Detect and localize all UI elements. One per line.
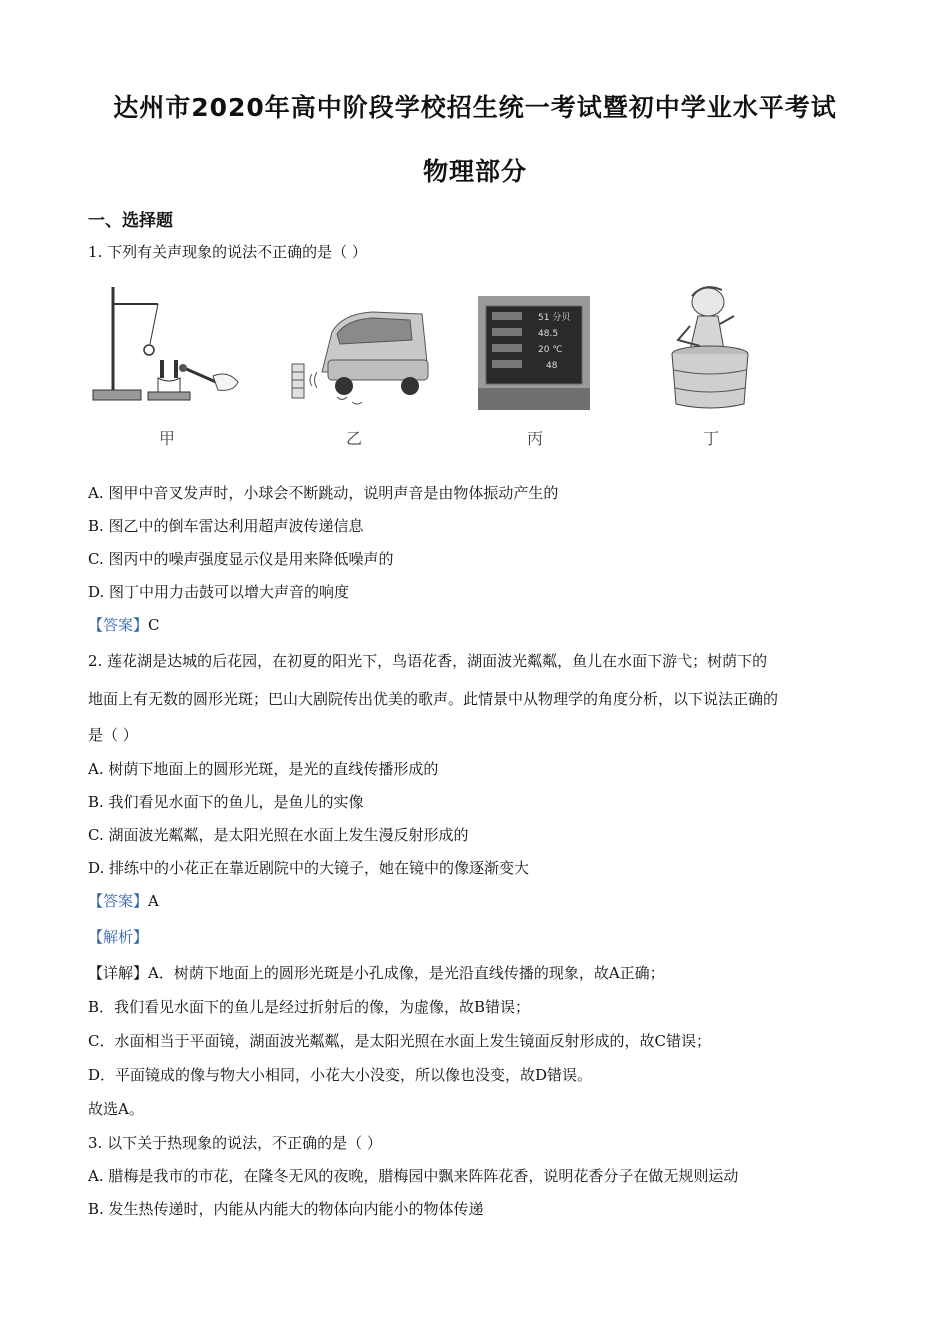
answer-tag: 【答案】 — [88, 892, 149, 910]
page-title: 达州市2020年高中阶段学校招生统一考试暨初中学业水平考试 — [113, 93, 837, 122]
section-heading: 一、选择题 — [88, 211, 173, 231]
tuning-fork-pendulum-icon — [88, 282, 248, 412]
question-3-stem: 3. 以下关于热现象的说法，不正确的是（ ） — [88, 1134, 382, 1152]
question-2-analysis-tag: 【解析】 — [88, 928, 149, 946]
figure-tuning-fork — [88, 282, 248, 412]
answer-tag: 【答案】 — [88, 616, 149, 634]
board-value-2: 48.5 — [538, 329, 559, 339]
question-1-stem: 1. 下列有关声现象的说法不正确的是（ ） — [88, 243, 367, 261]
figure-caption-ding: 丁 — [703, 429, 720, 448]
question-2-stem-line-2: 地面上有无数的圆形光斑；巴山大剧院传出优美的歌声。此情景中从物理学的角度分析，以下说法正确的 — [88, 690, 779, 708]
noise-display-board-icon — [478, 296, 590, 410]
question-2-option-a: A. 树荫下地面上的圆形光斑，是光的直线传播形成的 — [88, 760, 439, 778]
question-2-option-b: B. 我们看见水面下的鱼儿，是鱼儿的实像 — [88, 793, 364, 811]
question-2-option-d: D. 排练中的小花正在靠近剧院中的大镜子，她在镜中的像逐渐变大 — [88, 859, 530, 877]
question-2-detail-line-2: B．我们看见水面下的鱼儿是经过折射后的像，为虚像，故B错误； — [88, 998, 531, 1016]
car-reverse-radar-icon — [282, 302, 432, 412]
detail-tag: 【详解】 — [88, 964, 149, 982]
figure-noise-board — [478, 296, 590, 410]
drummer-icon — [660, 280, 760, 412]
board-value-4: 48 — [546, 361, 558, 371]
question-2-detail-line-1: 【详解】A．树荫下地面上的圆形光斑是小孔成像，是光沿直线传播的现象，故A正确； — [88, 964, 665, 982]
figure-car-radar — [282, 302, 432, 412]
question-1-option-b: B. 图乙中的倒车雷达利用超声波传递信息 — [88, 517, 364, 535]
question-1-option-d: D. 图丁中用力击鼓可以增大声音的响度 — [88, 583, 350, 601]
answer-value: C — [148, 616, 160, 634]
answer-value: A — [148, 892, 159, 910]
question-1-answer — [88, 614, 160, 635]
question-3-option-b: B. 发生热传递时，内能从内能大的物体向内能小的物体传递 — [88, 1200, 484, 1218]
question-1-option-a: A. 图甲中音叉发声时，小球会不断跳动，说明声音是由物体振动产生的 — [88, 484, 559, 502]
figure-drummer — [660, 280, 760, 412]
question-1-option-c: C. 图丙中的噪声强度显示仪是用来降低噪声的 — [88, 550, 394, 568]
question-2-detail-line-4: D．平面镜成的像与物大小相同，小花大小没变，所以像也没变，故D错误。 — [88, 1066, 593, 1084]
figure-caption-bing: 丙 — [527, 429, 544, 448]
question-2-stem-line-1: 2. 莲花湖是达城的后花园，在初夏的阳光下，鸟语花香，湖面波光粼粼，鱼儿在水面下游弋；树荫下的 — [88, 652, 768, 670]
figure-caption-yi: 乙 — [346, 429, 363, 448]
board-value-1: 51 分贝 — [538, 313, 571, 323]
question-2-option-c: C. 湖面波光粼粼，是太阳光照在水面上发生漫反射形成的 — [88, 826, 469, 844]
figure-caption-jia: 甲 — [159, 429, 176, 448]
question-2-conclusion: 故选A。 — [88, 1100, 144, 1118]
question-2-stem-line-3: 是（ ） — [88, 726, 138, 744]
page-subtitle: 物理部分 — [422, 157, 527, 186]
question-3-option-a: A. 腊梅是我市的市花，在隆冬无风的夜晚，腊梅园中飘来阵阵花香，说明花香分子在做无规则运动 — [88, 1167, 739, 1185]
board-value-3: 20 ℃ — [538, 345, 563, 355]
question-2-detail-line-3: C．水面相当于平面镜，湖面波光粼粼，是太阳光照在水面上发生镜面反射形成的，故C错误； — [88, 1032, 711, 1050]
question-2-answer — [88, 890, 159, 911]
